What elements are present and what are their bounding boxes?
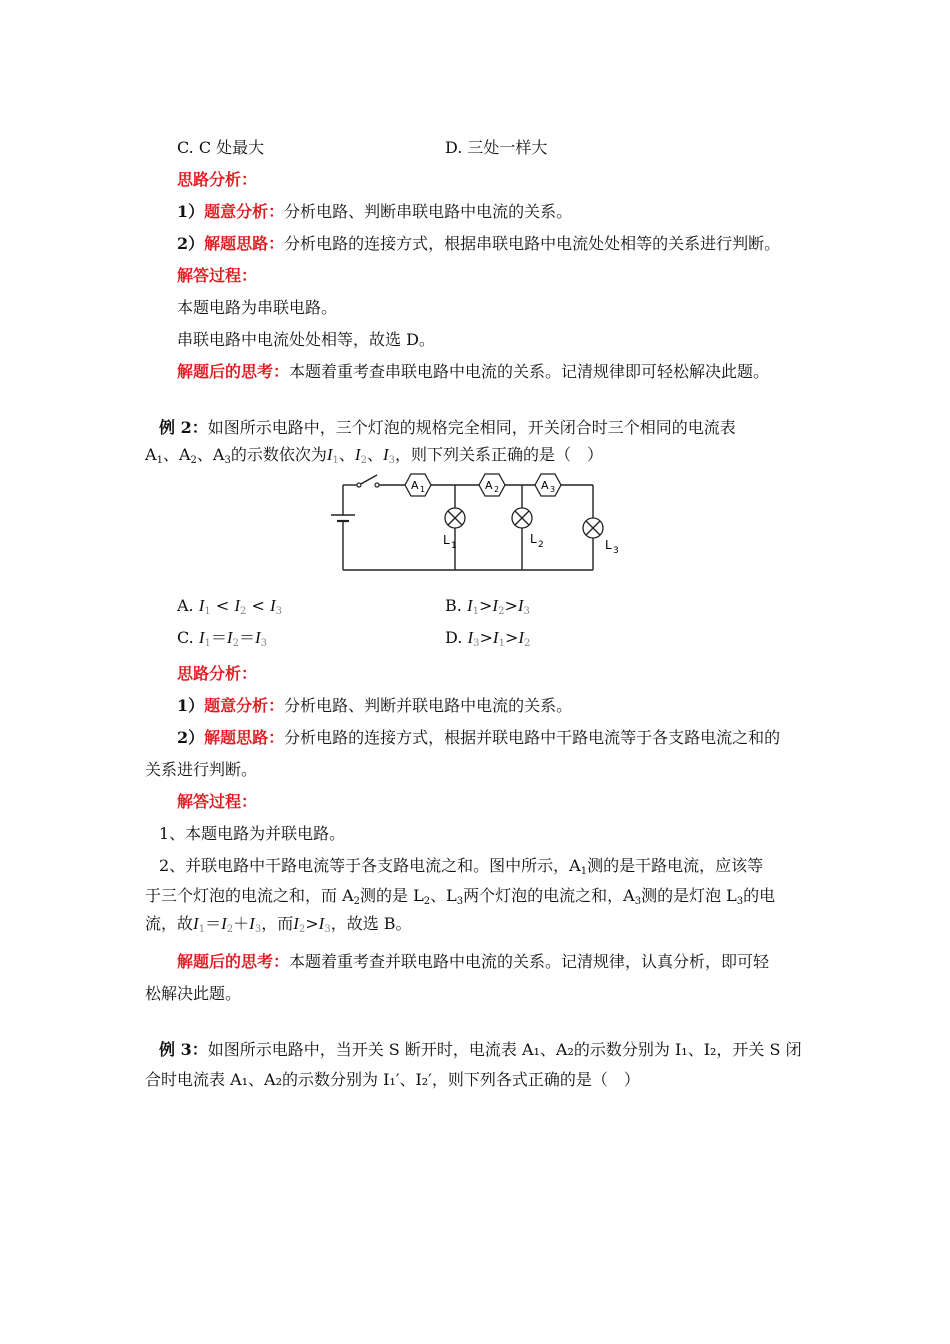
option-b: B. $I_1>I_2>I_3$ <box>445 596 530 617</box>
ammeter-a3 <box>535 474 561 496</box>
lamp-l2-label: L <box>530 532 537 546</box>
analysis-heading: 思路分析： <box>177 170 258 189</box>
point-text: 分析电路、判断并联电路中电流的关系。 <box>284 696 573 715</box>
analysis-point-1 <box>177 696 572 716</box>
analysis-point-2-cont: 关系进行判断。 <box>145 760 258 779</box>
ammeter-a2 <box>479 474 505 496</box>
lamp-l3 <box>583 518 603 538</box>
solution-line-3: 于三个灯泡的电流之和，而 $A_2$测的是 $L_2$、$L_3$两个灯泡的电流之和，$A_3$测的是灯泡 $L_3$的电 <box>145 886 776 907</box>
lamp-l3-sub: 3 <box>613 546 619 556</box>
parallel-circuit-diagram <box>325 468 625 578</box>
lamp-l2 <box>512 508 532 528</box>
solution-line-4: 流，故$I_1=I_2+I_3$，而$I_2>I_3$，故选 B。 <box>145 914 412 935</box>
option-d: D. $I_3>I_1>I_2$ <box>445 628 531 649</box>
lamp-l1-sub: 1 <box>451 541 457 551</box>
solution-line-1: 本题电路为串联电路。 <box>177 298 338 317</box>
option-c: C. $I_1=I_2=I_3$ <box>177 628 268 649</box>
point-number: 2） <box>177 728 205 747</box>
switch-contact <box>375 483 379 487</box>
reflection <box>177 952 769 972</box>
lamp-l1 <box>445 508 465 528</box>
ammeter-a1 <box>405 474 431 496</box>
svg-text:1: 1 <box>420 485 426 494</box>
solution-heading: 解答过程： <box>177 792 258 811</box>
question-text: 如图所示电路中，当开关 S 断开时，电流表 A₁、A₂的示数分别为 I₁、I₂，开关 S 闭 <box>207 1040 802 1059</box>
point-label: 题意分析： <box>204 696 285 715</box>
svg-text:A: A <box>485 479 493 492</box>
reflection-label: 解题后的思考： <box>177 952 290 971</box>
example-2-question-line-2: $A_1$、$A_2$、$A_3$的示数依次为$I_1$、$I_2$、$I_3$，则下列关系正确的是（ ） <box>145 445 604 466</box>
analysis-heading: 思路分析： <box>177 664 258 683</box>
svg-text:2: 2 <box>494 485 500 494</box>
svg-text:A: A <box>411 479 419 492</box>
example-label: 例 3： <box>159 1040 208 1059</box>
reflection-cont: 松解决此题。 <box>145 984 242 1003</box>
point-number: 1） <box>177 696 205 715</box>
solution-heading: 解答过程： <box>177 266 258 285</box>
reflection-label: 解题后的思考： <box>177 362 290 381</box>
svg-text:A: A <box>541 479 549 492</box>
point-label: 解题思路： <box>204 234 285 253</box>
analysis-point-2 <box>177 234 780 254</box>
option-a: A. $I_1 < I_2 < I_3$ <box>177 596 283 617</box>
analysis-point-2 <box>177 728 780 748</box>
example-3-question-line-2: 合时电流表 A₁、A₂的示数分别为 I₁′、I₂′，则下列各式正确的是（ ） <box>145 1070 640 1089</box>
switch-blade <box>359 475 377 485</box>
point-text: 分析电路的连接方式，根据并联电路中干路电流等于各支路电流之和的 <box>284 728 781 747</box>
point-label: 解题思路： <box>204 728 285 747</box>
solution-line-1: 1、本题电路为并联电路。 <box>159 824 346 843</box>
solution-line-2: 串联电路中电流处处相等，故选 D。 <box>177 330 435 349</box>
lamp-l2-sub: 2 <box>538 540 544 550</box>
point-number: 2） <box>177 234 205 253</box>
option-d: D. 三处一样大 <box>445 138 548 157</box>
option-c: C. C 处最大 <box>177 138 265 157</box>
example-3-question-line-1 <box>159 1040 802 1060</box>
example-2-question-line-1 <box>159 418 736 438</box>
solution-line-2: 2、并联电路中干路电流等于各支路电流之和。图中所示，$A_1$测的是干路电流，应该等 <box>159 856 764 877</box>
lamp-l1-label: L <box>443 533 450 547</box>
analysis-point-1 <box>177 202 572 222</box>
point-text: 分析电路、判断串联电路中电流的关系。 <box>284 202 573 221</box>
question-text: 如图所示电路中，三个灯泡的规格完全相同，开关闭合时三个相同的电流表 <box>207 418 736 437</box>
point-text: 分析电路的连接方式，根据串联电路中电流处处相等的关系进行判断。 <box>284 234 781 253</box>
reflection-text: 本题着重考查并联电路中电流的关系。记清规律，认真分析，即可轻 <box>289 952 770 971</box>
point-label: 题意分析： <box>204 202 285 221</box>
svg-text:3: 3 <box>550 485 556 494</box>
reflection-text: 本题着重考查串联电路中电流的关系。记清规律即可轻松解决此题。 <box>289 362 770 381</box>
lamp-l3-label: L <box>605 538 612 552</box>
switch-pivot <box>357 483 361 487</box>
reflection <box>177 362 769 382</box>
example-label: 例 2： <box>159 418 208 437</box>
point-number: 1） <box>177 202 205 221</box>
